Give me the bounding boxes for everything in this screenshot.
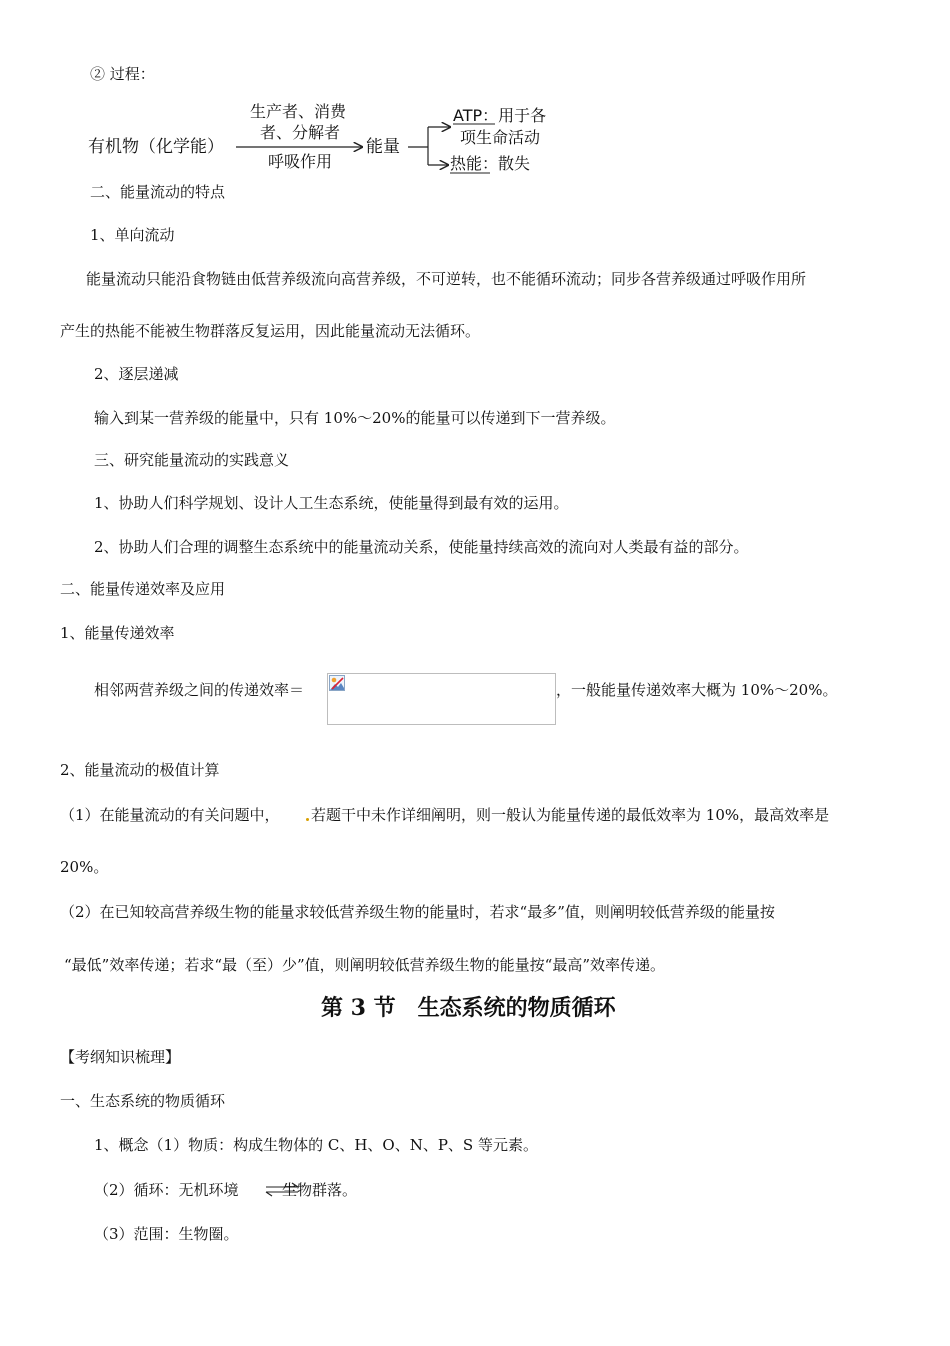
diagram-branch-atp-1: ATP：用于各 [453, 106, 547, 125]
diagram-energy: 能量 [366, 137, 400, 157]
diagram-arrow-top-1: 生产者、消费 [250, 102, 347, 121]
formula-image-placeholder [327, 673, 556, 725]
heading-syllabus: 【考纲知识梳理】 [60, 1048, 181, 1066]
paragraph-significance-1: 1、协助人们科学规划、设计人工生态系统，使能量得到最有效的运用。 [94, 494, 569, 512]
diagram-arrows [0, 0, 600, 190]
efficiency-formula-label: 相邻两营养级之间的传递效率＝ [94, 681, 305, 699]
paragraph-extreme-1b: 若题干中未作详细阐明，则一般认为能量传递的最低效率为 10%，最高效率是 [311, 806, 830, 824]
heading-efficiency: 1、能量传递效率 [60, 624, 175, 642]
paragraph-significance-2: 2、协助人们合理的调整生态系统中的能量流动关系，使能量持续高效的流向对人类最有益的部分。 [94, 538, 749, 556]
annotation-mark [306, 818, 309, 821]
efficiency-formula-tail: ，一般能量传递效率大概为 10%～20%。 [556, 681, 838, 699]
heading-transfer-efficiency: 二、能量传递效率及应用 [60, 580, 226, 598]
paragraph-one-way-1: 能量流动只能沿食物链由低营养级流向高营养级，不可逆转，也不能循环流动；同步各营养级通过呼吸作用所 [86, 270, 807, 288]
heading-features: 二、能量流动的特点 [90, 183, 226, 201]
paragraph-decrease: 输入到某一营养级的能量中，只有 10%～20%的能量可以传递到下一营养级。 [94, 409, 616, 427]
heading-one-way: 1、单向流动 [90, 226, 175, 244]
paragraph-extreme-1c: 20%。 [60, 858, 109, 876]
paragraph-scope: （3）范围：生物圈。 [94, 1225, 239, 1243]
process-heading: ② 过程： [90, 65, 155, 83]
heading-material-cycle: 一、生态系统的物质循环 [60, 1092, 226, 1110]
paragraph-extreme-2b: “最低”效率传递；若求“最（至）少”值，则阐明较低营养级生物的能量按“最高”效率传递。 [64, 956, 666, 974]
paragraph-cycle-b: 生物群落。 [282, 1181, 358, 1199]
paragraph-one-way-2: 产生的热能不能被生物群落反复运用，因此能量流动无法循环。 [60, 322, 481, 340]
heading-extreme-calc: 2、能量流动的极值计算 [60, 761, 220, 779]
paragraph-concept: 1、概念（1）物质：构成生物体的 C、H、O、N、P、S 等元素。 [94, 1136, 538, 1154]
diagram-arrow-top-2: 者、分解者 [260, 123, 341, 142]
paragraph-extreme-2a: （2）在已知较高营养级生物的能量求较低营养级生物的能量时，若求“最多”值，则阐明较低营养级的能量按 [60, 903, 775, 921]
paragraph-extreme-1a: （1）在能量流动的有关问题中， [60, 806, 280, 824]
diagram-source: 有机物（化学能） [88, 137, 224, 157]
diagram-branch-atp-2: 项生命活动 [460, 128, 541, 147]
section-title: 第 3 节 生态系统的物质循环 [321, 995, 616, 1021]
diagram-arrow-bottom: 呼吸作用 [268, 152, 333, 171]
heading-decrease: 2、逐层递减 [94, 365, 179, 383]
diagram-branch-heat: 热能：散失 [450, 154, 531, 173]
paragraph-cycle-a: （2）循环：无机环境 [94, 1181, 239, 1199]
broken-image-icon [329, 675, 345, 691]
heading-significance: 三、研究能量流动的实践意义 [94, 451, 290, 469]
